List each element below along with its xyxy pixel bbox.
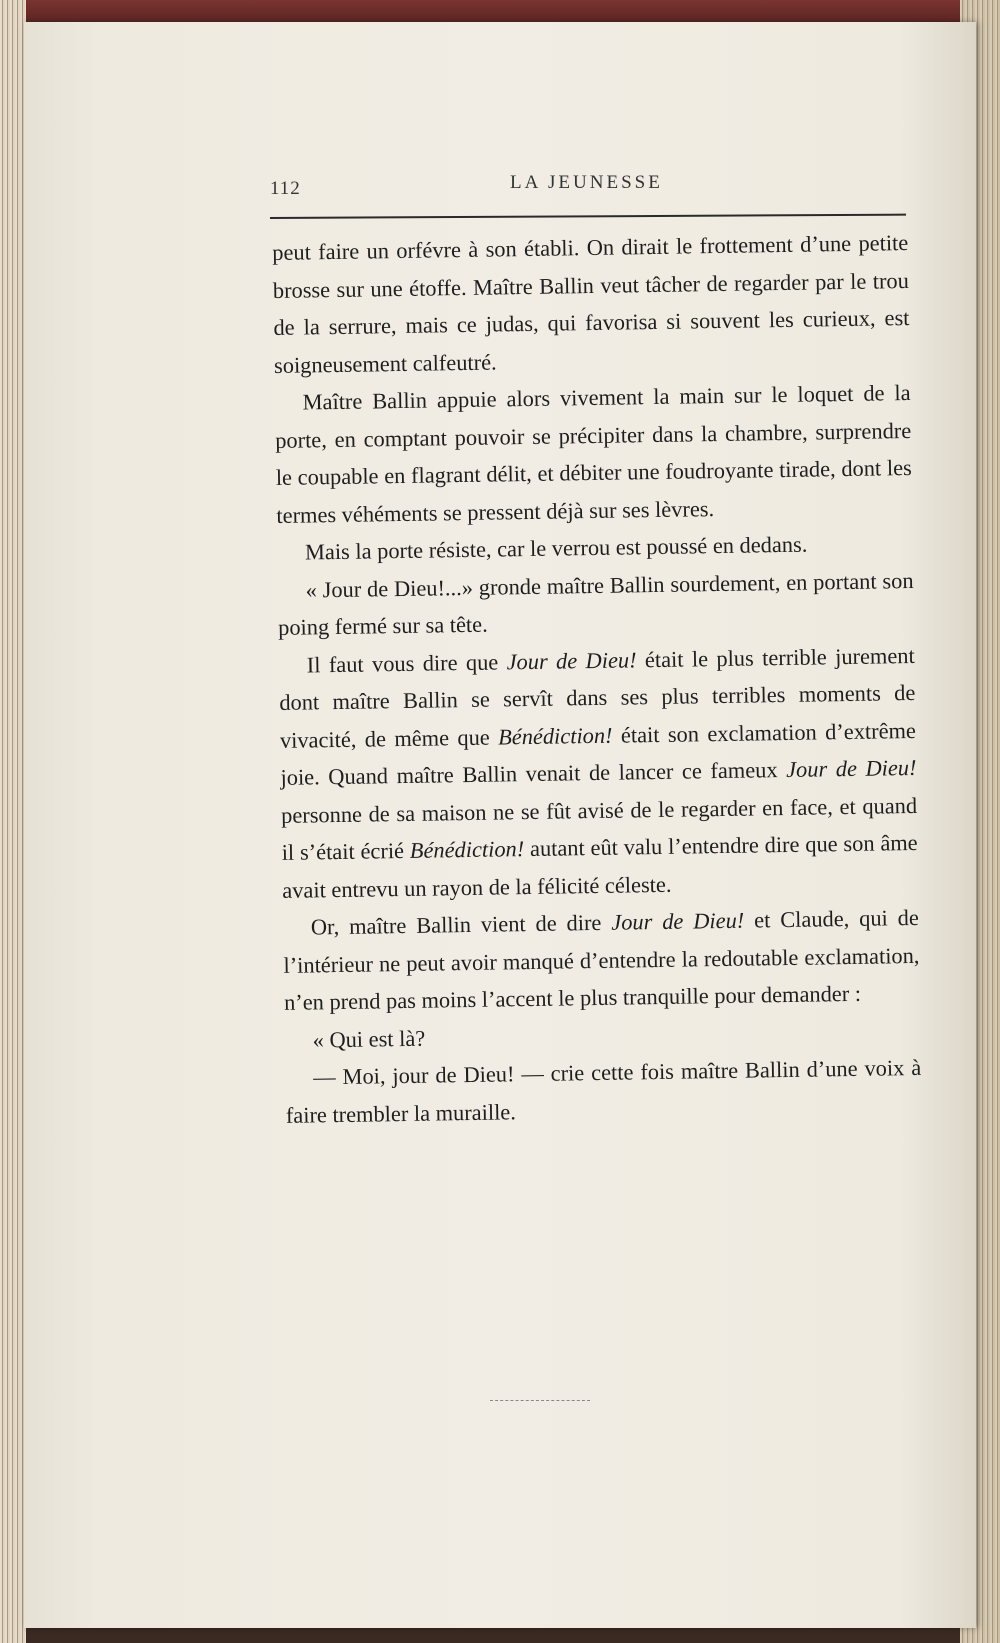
italic-phrase: Jour de Dieu! [785, 754, 917, 782]
paragraph-3: Mais la porte résiste, car le verrou est poussé en dedans. [304, 531, 808, 565]
text-run: Il faut vous dire que [306, 648, 507, 678]
text-run: personne de sa maison ne se fût avisé de le regarder en face, et quand il s’était écrié [280, 792, 918, 865]
running-title: LA JEUNESSE [510, 172, 663, 193]
italic-phrase: Bénédiction! [497, 722, 613, 750]
paragraph-8: — Moi, jour de Dieu! — crie cette fois maître Ballin d’une voix à faire trembler la muraille. [285, 1054, 922, 1128]
page-number: 112 [270, 178, 301, 199]
text-run: était son exclamation d’extrême joie. Quand maître Ballin venait de lancer ce fameux [280, 717, 917, 790]
page-stack-left [0, 0, 26, 1643]
paragraph-7: « Qui est là? [312, 1025, 426, 1052]
italic-phrase: Bénédiction! [409, 836, 525, 863]
end-mark [490, 1400, 590, 1401]
paragraph-6 [283, 899, 921, 1021]
italic-phrase: Jour de Dieu! [611, 907, 745, 935]
text-run: et Claude, qui de l’intérieur ne peut avoir manqué d’entendre la redoutable exclamation, n’en prend pas moins l’accent le plus tranquille pour demander : [283, 904, 920, 1015]
paragraph-5 [278, 636, 918, 908]
paragraph-4: « Jour de Dieu!...» gronde maître Ballin sourdement, en portant son poing fermé sur sa tête. [277, 567, 914, 640]
text-run: était le plus terrible jurement dont maître Ballin se servît dans ses plus terribles moments de vivacité, de même que [279, 642, 916, 753]
running-head [270, 172, 910, 202]
italic-phrase: Jour de Dieu! [506, 646, 637, 674]
paragraph-2: Maître Ballin appuie alors vivement la main sur le loquet de la porte, en comptant pouvoir se précipiter dans la chambre, surprendre le coupable en flagrant délit, et débiter une foudroyante tirade, dont les termes véhéments se pressent déjà sur ses lèvres. [275, 379, 912, 528]
book-cover-edge [0, 0, 1000, 22]
body-text [272, 224, 922, 1134]
paragraph-1: peut faire un orfévre à son établi. On dirait le frottement d’une petite brosse sur une étoffe. Maître Ballin veut tâcher de regarder par le trou de la serrure, mais ce judas, qui favorisa si souvent les curieux, est soigneusement calfeutré. [272, 230, 910, 378]
text-run: autant eût valu l’entendre dire que son âme avait entrevu un rayon de la félicité céleste. [282, 829, 918, 903]
text-run: Or, maître Ballin vient de dire [310, 909, 612, 940]
